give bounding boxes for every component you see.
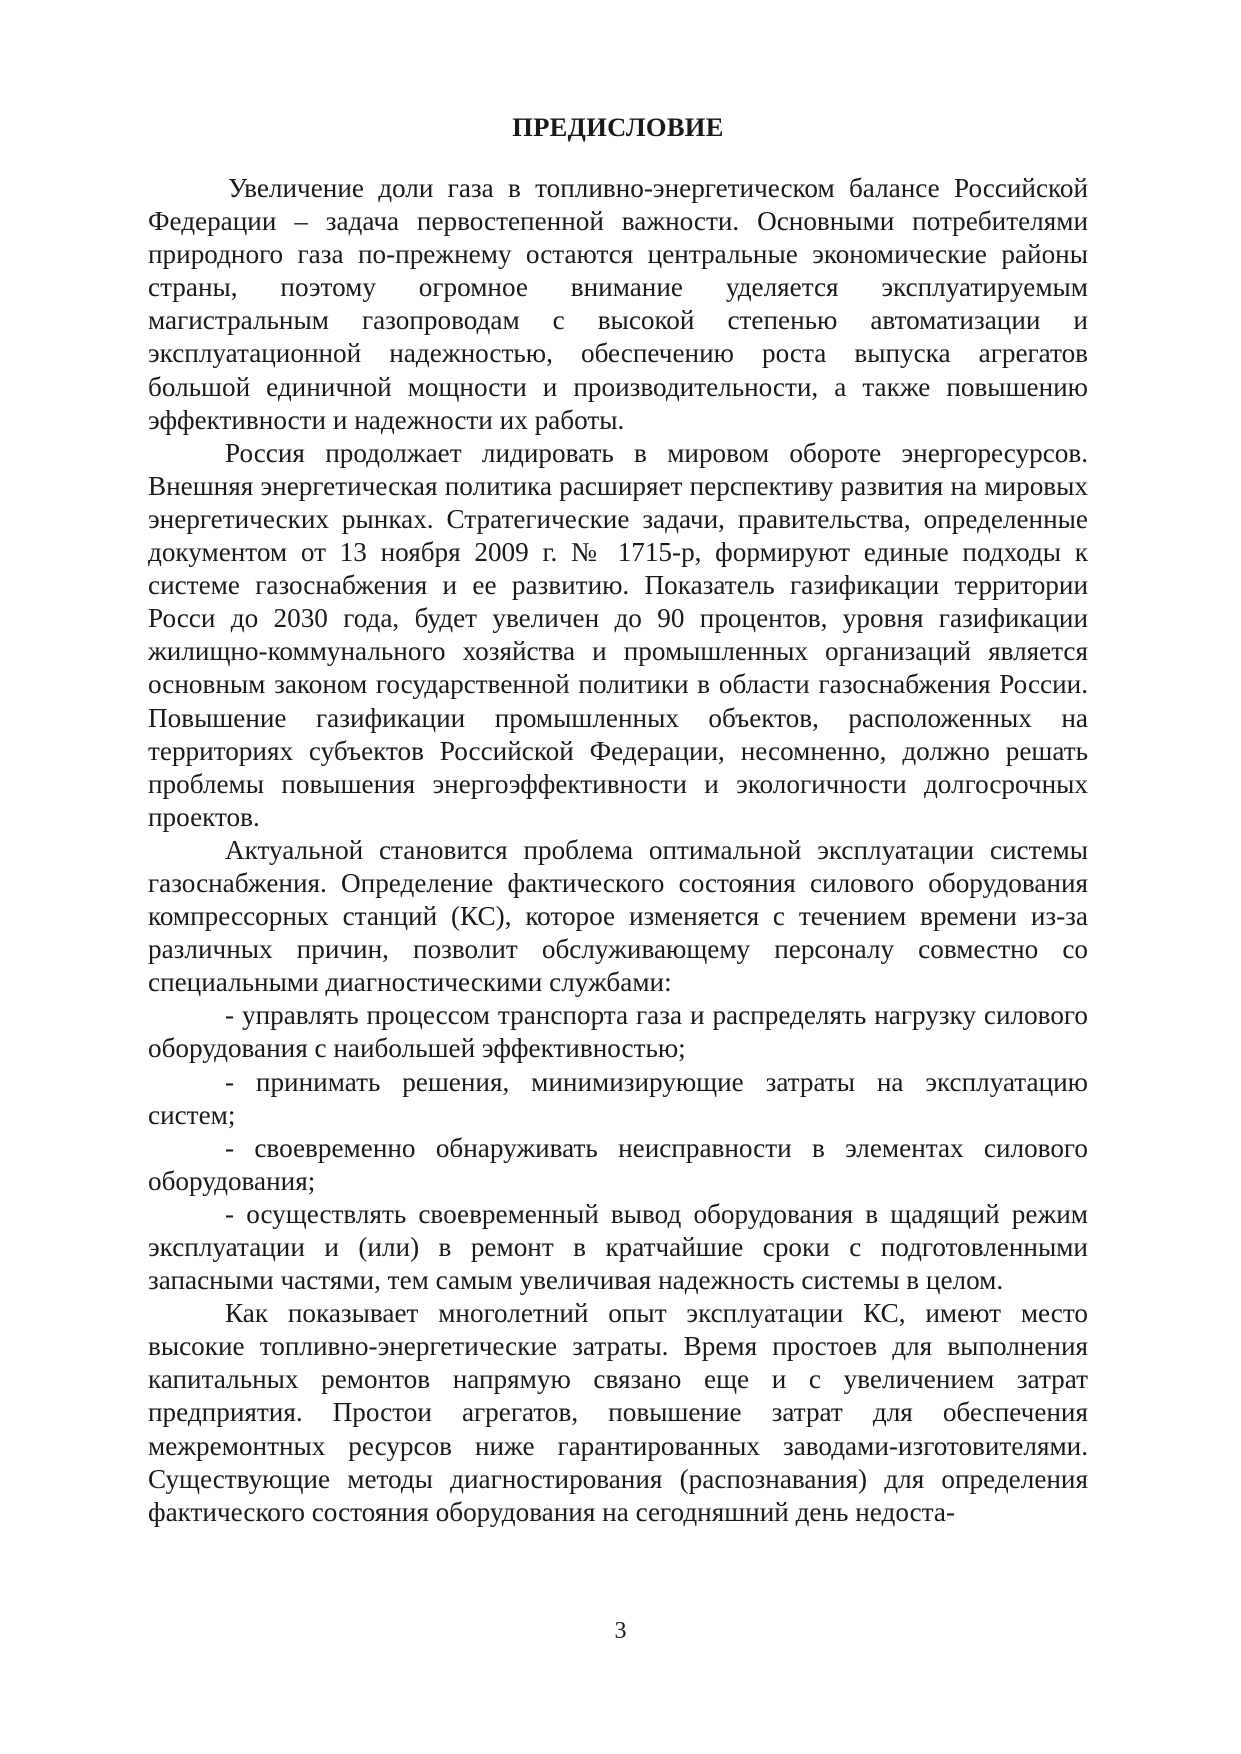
list-item: - управлять процессом транспорта газа и распределять нагрузку силового оборудования с наибольшей эффективностью; <box>148 1000 1088 1064</box>
page-title: ПРЕДИСЛОВИЕ <box>512 112 724 142</box>
paragraph: Россия продолжает лидировать в мировом обороте энергоресурсов. Внешняя энергетическая политика расширяет перспективу развития на мировых энергетических рынках. Стратегические задачи, правительства, определенные документом от 13 ноября 2009 г. № 1715-р, формируют единые подходы к системе газоснабжения и ее развитию. Показатель газификации территории Росси до 2030 года, будет увеличен до 90 процентов, уровня газификации жилищно-коммунального хозяйства и промышленных организаций является основным законом государственной политики в области газоснабжения России. Повышение газификации промышленных объектов, расположенных на территориях субъектов Российской Федерации, несомненно, должно решать проблемы повышения энергоэффективности и экологичности долгосрочных проектов. <box>148 437 1088 832</box>
list-item: - принимать решения, минимизирующие затраты на эксплуатацию систем; <box>148 1066 1088 1130</box>
body-text <box>148 172 1088 1529</box>
page-content <box>148 112 1088 1529</box>
paragraph: Актуальной становится проблема оптимальной эксплуатации системы газоснабжения. Определение фактического состояния силового оборудования компрессорных станций (КС), которое изменяется с течением времени из-за различных причин, позволит обслуживающему персоналу совместно со специальными диагностическими службами: <box>148 834 1088 998</box>
list-item: - осуществлять своевременный вывод оборудования в щадящий режим эксплуатации и (или) в ремонт в кратчайшие сроки с подготовленными запасными частями, тем самым увеличивая надежность системы в целом. <box>148 1198 1088 1296</box>
list-item: - своевременно обнаруживать неисправности в элементах силового оборудования; <box>148 1132 1088 1196</box>
page-number: 3 <box>614 1618 627 1644</box>
paragraph: Увеличение доли газа в топливно-энергетическом балансе Российской Федерации – задача первостепенной важности. Основными потребителями природного газа по-прежнему остаются центральные экономические районы страны, поэтому огромное внимание уделяется эксплуатируемым магистральным газопроводам с высокой степенью автоматизации и эксплуатационной надежностью, обеспечению роста выпуска агрегатов большой единичной мощности и производительности, а также повышению эффективности и надежности их работы. <box>148 173 1088 435</box>
paragraph: Как показывает многолетний опыт эксплуатации КС, имеют место высокие топливно-энергетические затраты. Время простоев для выполнения капитальных ремонтов напрямую связано еще и с увеличением затрат предприятия. Простои агрегатов, повышение затрат для обеспечения межремонтных ресурсов ниже гарантированных заводами-изготовителями. Существующие методы диагностирования (распознавания) для определения фактического состояния оборудования на сегодняшний день недоста- <box>148 1298 1088 1527</box>
